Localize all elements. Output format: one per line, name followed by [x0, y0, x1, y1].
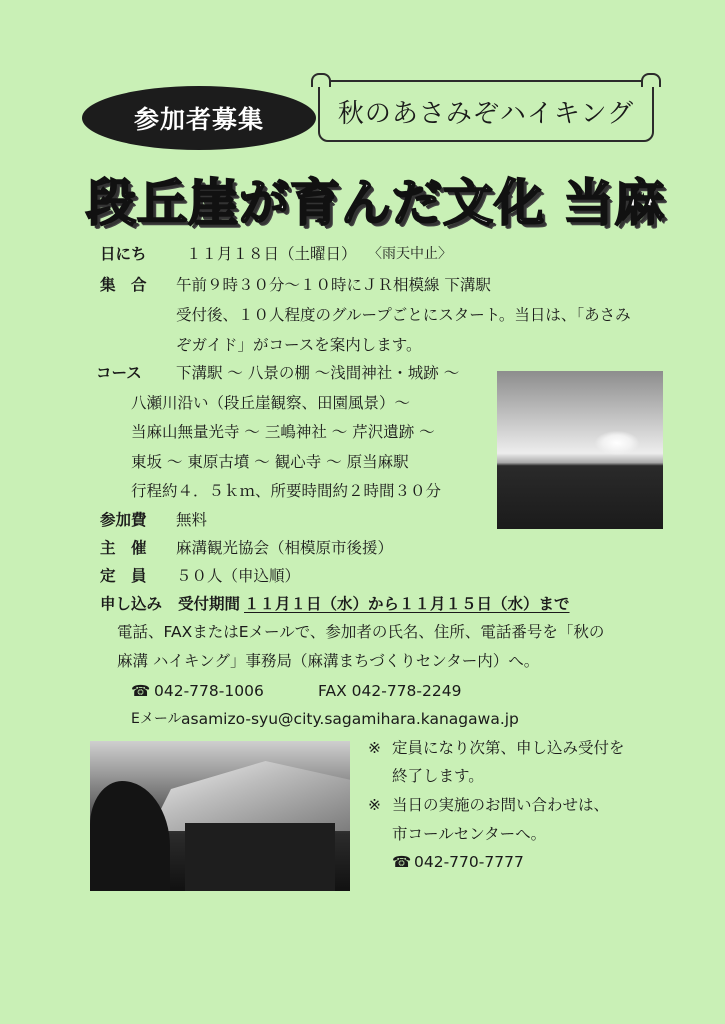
course-line-1: 下溝駅 ～ 八景の棚 ～浅間神社・城跡 ～ — [176, 364, 460, 382]
recruitment-badge — [82, 86, 316, 150]
note-mark-2: ※ — [368, 796, 381, 814]
host-label: 主 催 — [100, 539, 147, 557]
course-line-4: 東坂 ～ 東原古墳 ～ 観心寺 ～ 原当麻駅 — [131, 453, 409, 471]
apply-period: １１月１日（水）から１１月１５日（水）まで — [244, 595, 570, 613]
note-1-line-1: 定員になり次第、申し込み受付を — [392, 739, 625, 757]
badge-text: 参加者募集 — [133, 105, 264, 134]
course-line-2: 八瀬川沿い（段丘崖観察、田園風景）～ — [131, 394, 411, 412]
course-label: コース — [96, 364, 142, 382]
host-value: 麻溝観光協会（相模原市後援） — [176, 539, 394, 557]
note-1-line-2: 終了します。 — [392, 767, 484, 785]
date-note: 〈雨天中止〉 — [368, 246, 452, 262]
meeting-label: 集 合 — [100, 276, 147, 294]
apply-period-prefix: 受付期間 — [178, 595, 241, 613]
call-center-phone-icon: ☎ — [392, 853, 412, 871]
fee-value: 無料 — [176, 511, 208, 529]
page-title: 段丘崖が育んだ文化 当麻 — [86, 174, 666, 232]
date-value: １１月１８日（土曜日） — [186, 245, 357, 263]
subtitle-scroll — [318, 80, 654, 142]
fax-number: FAX 042-778-2249 — [318, 682, 462, 700]
capacity-label: 定 員 — [100, 567, 147, 585]
date-label: 日にち — [100, 245, 147, 263]
capacity-value: ５０人（申込順） — [176, 567, 301, 585]
call-center-phone: 042-770-7777 — [414, 853, 524, 871]
email-address: asamizo-syu@city.sagamihara.kanagawa.jp — [181, 710, 519, 728]
note-mark-1: ※ — [368, 739, 381, 757]
subtitle: 秋のあさみぞハイキング — [337, 98, 635, 129]
phone-icon: ☎ — [131, 682, 151, 700]
email-label: Eメール — [131, 711, 182, 727]
note-2-line-2: 市コールセンターへ。 — [392, 825, 547, 843]
course-line-3: 当麻山無量光寺 ～ 三嶋神社 ～ 芹沢遺跡 ～ — [131, 423, 435, 441]
apply-line-1: 電話、FAXまたはEメールで、参加者の氏名、住所、電話番号を「秋の — [117, 623, 605, 641]
temple-roof — [150, 761, 350, 831]
course-line-5: 行程約４．５ｋｍ、所要時間約２時間３０分 — [131, 482, 442, 500]
phone-number: 042-778-1006 — [154, 682, 264, 700]
note-2-line-1: 当日の実施のお問い合わせは、 — [392, 796, 610, 814]
temple-hall — [185, 823, 335, 891]
apply-label: 申し込み — [100, 595, 163, 613]
sunset-glow — [595, 431, 639, 455]
fee-label: 参加費 — [100, 511, 147, 529]
meeting-line-2: 受付後、１０人程度のグループごとにスタート。当日は、「あさみ — [176, 306, 631, 324]
landscape-photo — [497, 371, 663, 529]
tree-silhouette — [90, 781, 170, 891]
temple-photo — [90, 741, 350, 891]
meeting-line-1: 午前９時３０分～１０時にＪＲ相模線 下溝駅 — [176, 276, 491, 294]
meeting-line-3: ぞガイド」がコースを案内します。 — [176, 336, 422, 354]
apply-line-2: 麻溝 ハイキング」事務局（麻溝まちづくりセンター内）へ。 — [117, 652, 540, 670]
